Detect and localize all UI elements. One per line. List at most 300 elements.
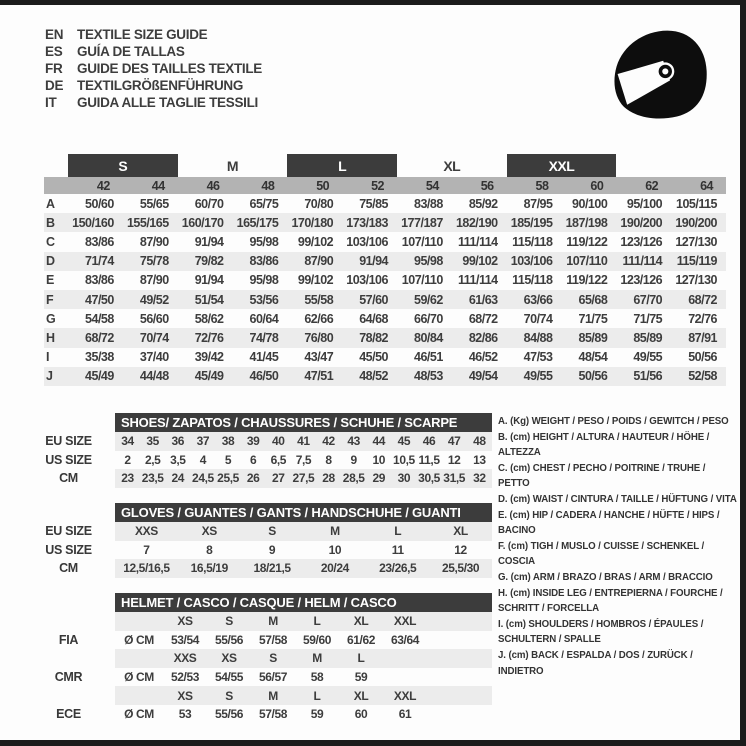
helmet-size-value: 59	[310, 707, 324, 722]
size-value-cell: 103/106	[346, 234, 388, 249]
measurement-row	[44, 194, 726, 213]
helmet-size-value: 53/54	[170, 632, 200, 647]
measurement-row	[44, 348, 726, 367]
helmet-stripe-filler	[427, 649, 492, 668]
size-value-cell: 67/70	[616, 290, 671, 309]
helmet-sizes-row	[22, 686, 492, 705]
size-value-cell: 111/114	[616, 252, 671, 271]
shoes-eu-cell: 47	[442, 432, 467, 451]
size-value-cell: 35/38	[85, 350, 114, 365]
eu-size-header-row	[44, 177, 726, 194]
size-value-cell: 87/90	[139, 234, 169, 249]
size-value-cell: 49/55	[633, 350, 663, 365]
size-value-cell: 107/110	[401, 273, 443, 288]
language-title-row	[45, 43, 262, 60]
helmet-unit-label: Ø CM	[124, 670, 154, 685]
size-value-cell: 68/72	[671, 290, 726, 309]
size-value-cell: 72/76	[178, 328, 233, 347]
legend-item: G. (cm) ARM / BRAZO / BRAS / ARM / BRACCIO	[498, 571, 713, 583]
helmet-size-header: L	[295, 612, 339, 631]
shoes-us-cell: 12	[447, 452, 461, 467]
racing-helmet-icon	[606, 20, 714, 126]
shoes-us-cell: 4	[199, 452, 207, 467]
shoes-cm-cell: 28	[316, 469, 341, 488]
size-value-cell: 45/49	[68, 367, 123, 386]
shoes-us-cell: 9	[350, 452, 357, 467]
gloves-eu-cell: M	[303, 522, 366, 541]
size-value-cell: 43/47	[304, 350, 334, 365]
size-value-cell: 127/130	[675, 234, 717, 249]
gloves-eu-row	[22, 522, 492, 541]
size-value-cell: 47/53	[523, 350, 553, 365]
shoes-cm-cell: 26	[241, 469, 266, 488]
gloves-eu-cell: XL	[429, 522, 492, 541]
size-value-cell: 37/40	[139, 350, 169, 365]
size-value-cell: 57/60	[342, 290, 397, 309]
size-value-cell: 95/98	[249, 234, 279, 249]
size-value-cell: 62/66	[304, 311, 334, 326]
helmet-section-title: HELMET / CASCO / CASQUE / HELM / CASCO	[115, 593, 492, 612]
size-group-s: S	[68, 154, 178, 177]
language-code: DE	[45, 78, 64, 93]
size-value-cell: 111/114	[458, 234, 498, 249]
size-value-cell: 71/75	[578, 311, 608, 326]
size-value-cell: 53/56	[232, 290, 287, 309]
shoes-cm-cell: 30	[391, 469, 416, 488]
helmet-size-header: XS	[163, 686, 207, 705]
measurement-key: F	[44, 290, 68, 309]
gloves-row-label: CM	[22, 559, 115, 578]
gloves-us-cell: 12	[454, 542, 467, 557]
shoes-header-row	[22, 413, 492, 432]
guide-title: TEXTILE SIZE GUIDE	[77, 27, 208, 42]
shoes-section	[22, 413, 492, 488]
size-group-header-row	[44, 154, 726, 177]
gloves-cm-cell: 23/26,5	[366, 559, 429, 578]
size-value-cell: 70/80	[304, 196, 334, 211]
helmet-unit-spacer	[115, 649, 163, 668]
shoes-us-cell: 3,5	[170, 452, 186, 467]
helmet-size-table	[22, 593, 492, 724]
size-value-cell: 165/175	[232, 213, 287, 232]
size-value-cell: 50/56	[688, 350, 717, 365]
size-value-cell: 65/75	[249, 196, 279, 211]
shoes-cm-cell: 32	[467, 469, 492, 488]
size-value-cell: 119/122	[566, 273, 608, 288]
size-value-cell: 99/102	[297, 273, 334, 288]
helmet-stripe-filler	[427, 686, 492, 705]
shoes-eu-cell: 44	[366, 432, 391, 451]
shoes-size-table	[22, 413, 492, 488]
eu-size-spacer	[44, 177, 68, 194]
size-value-cell: 58/62	[194, 311, 224, 326]
gloves-us-cell: 11	[391, 542, 404, 557]
legend-item: J. (cm) BACK / ESPALDA / DOS / ZURÜCK / INDIETRO	[498, 649, 693, 677]
size-value-cell: 54/58	[85, 311, 114, 326]
size-value-cell: 170/180	[287, 213, 342, 232]
shoes-eu-cell: 45	[391, 432, 416, 451]
language-title-row	[45, 77, 262, 94]
size-value-cell: 78/82	[342, 328, 397, 347]
legend-item: H. (cm) INSIDE LEG / ENTREPIERNA / FOURCHE / SCHRITT / FORCELLA	[498, 587, 723, 615]
guide-title: GUIDA ALLE TAGLIE TESSILI	[77, 95, 258, 110]
measurement-row	[44, 232, 726, 251]
size-value-cell: 190/200	[616, 213, 671, 232]
helmet-size-value: 54/55	[214, 670, 244, 685]
gloves-eu-cell: L	[366, 522, 429, 541]
size-value-cell: 72/76	[688, 311, 717, 326]
shoes-us-cell: 13	[473, 452, 486, 467]
size-value-cell: 47/51	[287, 367, 342, 386]
shoes-eu-cell: 35	[140, 432, 165, 451]
shoes-us-cell: 6,5	[270, 452, 287, 467]
gloves-section-title: GLOVES / GUANTES / GANTS / HANDSCHUHE / GUANTI	[115, 503, 492, 522]
top-border-bar	[0, 0, 746, 5]
size-value-cell: 87/95	[523, 196, 553, 211]
shoes-eu-cell: 36	[165, 432, 190, 451]
size-group-spacer	[616, 154, 671, 177]
shoes-us-cell: 10	[372, 452, 386, 467]
size-value-cell: 75/78	[123, 252, 178, 271]
helmet-size-header: S	[251, 649, 295, 668]
size-value-cell: 68/72	[468, 311, 498, 326]
helmet-row-filler	[427, 668, 492, 687]
size-value-cell: 48/53	[397, 367, 452, 386]
size-value-cell: 44/48	[123, 367, 178, 386]
shoes-eu-cell: 37	[190, 432, 215, 451]
size-value-cell: 182/190	[452, 213, 507, 232]
size-value-cell: 103/106	[346, 273, 388, 288]
helmet-sizes-label-spacer	[22, 612, 115, 631]
shoes-label-spacer	[22, 413, 115, 432]
size-value-cell: 59/62	[397, 290, 452, 309]
size-value-cell: 75/85	[359, 196, 388, 211]
gloves-us-row	[22, 541, 492, 560]
language-title-row	[45, 26, 262, 43]
helmet-size-header: M	[251, 612, 295, 631]
eu-size-header: 50	[287, 177, 342, 194]
size-value-cell: 83/86	[232, 252, 287, 271]
size-value-cell: 119/122	[566, 234, 608, 249]
legend-item: D. (cm) WAIST / CINTURA / TAILLE / HÜFTUNG / VITA	[498, 493, 737, 505]
size-value-cell: 51/56	[616, 367, 671, 386]
language-title-row	[45, 60, 262, 77]
size-value-cell: 185/195	[507, 213, 562, 232]
size-value-cell: 91/94	[342, 252, 397, 271]
size-group-xl: XL	[443, 157, 461, 174]
size-value-cell: 46/50	[232, 367, 287, 386]
shoes-eu-cell: 41	[291, 432, 316, 451]
shoes-us-cell: 6	[250, 452, 257, 467]
helmet-size-header: XS	[163, 612, 207, 631]
shoes-cm-cell: 23,5	[140, 469, 165, 488]
shoes-cm-cell: 24,5	[190, 469, 215, 488]
helmet-size-value: 56/57	[258, 670, 288, 685]
helmet-standard-row	[22, 705, 492, 724]
size-value-cell: 90/100	[572, 196, 608, 211]
size-value-cell: 85/89	[561, 328, 616, 347]
shoes-eu-row	[22, 432, 492, 451]
gloves-cm-cell: 12,5/16,5	[115, 559, 178, 578]
size-value-cell: 103/106	[507, 252, 562, 271]
shoes-us-cell: 7,5	[295, 452, 312, 467]
size-value-cell: 52/58	[671, 367, 726, 386]
shoes-cm-row	[22, 469, 492, 488]
multilingual-title-block	[45, 26, 262, 111]
shoes-cm-cell: 27,5	[291, 469, 316, 488]
size-value-cell: 115/119	[671, 252, 726, 271]
helmet-size-header: XXL	[383, 612, 427, 631]
shoes-cm-cell: 25,5	[216, 469, 241, 488]
size-value-cell: 187/198	[561, 213, 616, 232]
shoes-cm-cell: 31,5	[442, 469, 467, 488]
measurement-key: J	[44, 367, 68, 386]
size-group-xxl: XXL	[507, 154, 617, 177]
helmet-size-header: S	[207, 612, 251, 631]
measurement-row	[44, 290, 726, 309]
measurement-key: E	[46, 273, 54, 288]
helmet-sizes-row	[22, 612, 492, 631]
size-value-cell: 39/42	[194, 350, 224, 365]
helmet-size-value: 52/53	[170, 670, 200, 685]
size-value-cell: 50/56	[561, 367, 616, 386]
gloves-cm-cell: 18/21,5	[241, 559, 304, 578]
shoes-us-cell: 10,5	[393, 452, 415, 467]
helmet-standard-name: ECE	[22, 705, 115, 724]
helmet-size-value: 55/56	[214, 707, 244, 722]
helmet-size-header: XL	[339, 612, 383, 631]
size-value-cell: 87/90	[139, 273, 169, 288]
size-value-cell: 71/75	[633, 311, 663, 326]
helmet-size-value: 63/64	[390, 632, 420, 647]
measurement-row	[44, 367, 726, 386]
helmet-size-header: M	[295, 649, 339, 668]
shoes-eu-cell: 46	[417, 432, 442, 451]
gloves-us-cell: 8	[206, 542, 213, 557]
eu-size-header: 48	[232, 177, 287, 194]
helmet-size-value: 61/62	[346, 632, 376, 647]
gloves-section	[22, 503, 492, 578]
helmet-size-value: 53	[178, 707, 192, 722]
size-value-cell: 45/49	[178, 367, 233, 386]
size-value-cell: 55/58	[287, 290, 342, 309]
gloves-cm-row	[22, 559, 492, 578]
shoes-us-row	[22, 451, 492, 470]
size-value-cell: 91/94	[194, 273, 224, 288]
shoes-eu-cell: 48	[467, 432, 492, 451]
size-value-cell: 66/70	[414, 311, 443, 326]
helmet-size-value: 60	[354, 707, 368, 722]
helmet-row-filler	[427, 631, 492, 650]
measurement-key: B	[44, 213, 68, 232]
size-value-cell: 64/68	[359, 311, 388, 326]
size-value-cell: 63/66	[507, 290, 562, 309]
size-value-cell: 190/200	[671, 213, 726, 232]
shoes-us-cell: 2,5	[144, 452, 161, 467]
helmet-size-header	[383, 649, 427, 668]
shoes-eu-cell: 42	[316, 432, 341, 451]
measurement-legend	[498, 414, 738, 679]
shoes-row-label: US SIZE	[22, 451, 115, 470]
measurement-key: H	[44, 328, 68, 347]
size-value-cell: 83/86	[85, 273, 114, 288]
helmet-size-header: XXL	[383, 686, 427, 705]
size-value-cell: 95/98	[397, 252, 452, 271]
size-value-cell: 111/114	[458, 273, 498, 288]
size-value-cell: 56/60	[139, 311, 169, 326]
size-value-cell: 48/52	[342, 367, 397, 386]
size-value-cell: 60/70	[194, 196, 224, 211]
size-value-cell: 41/45	[249, 350, 279, 365]
size-value-cell: 99/102	[297, 234, 334, 249]
measurement-row	[44, 309, 726, 328]
language-title-row	[45, 94, 262, 111]
helmet-sizes-row	[22, 649, 492, 668]
gloves-eu-cell: XS	[178, 522, 241, 541]
helmet-size-value: 55/56	[214, 632, 244, 647]
size-value-cell: 107/110	[401, 234, 443, 249]
gloves-cm-cell: 16,5/19	[178, 559, 241, 578]
size-group-spacer	[44, 154, 68, 177]
size-value-cell: 45/50	[359, 350, 388, 365]
shoes-eu-cell: 38	[216, 432, 241, 451]
gloves-row-label: EU SIZE	[22, 522, 115, 541]
size-value-cell: 115/118	[512, 234, 553, 249]
helmet-size-header: XS	[207, 649, 251, 668]
gloves-eu-cell: S	[241, 522, 304, 541]
helmet-stripe-filler	[427, 612, 492, 631]
eu-size-header: 58	[507, 177, 562, 194]
eu-size-header: 62	[616, 177, 671, 194]
shoes-section-title: SHOES/ ZAPATOS / CHAUSSURES / SCHUHE / SCARPE	[115, 413, 492, 432]
size-value-cell: 177/187	[397, 213, 452, 232]
helmet-unit-spacer	[115, 612, 163, 631]
size-value-cell: 83/88	[414, 196, 443, 211]
size-value-cell: 160/170	[178, 213, 233, 232]
shoes-eu-cell: 34	[115, 432, 140, 451]
shoes-cm-cell: 23	[115, 469, 140, 488]
size-value-cell: 115/118	[512, 273, 553, 288]
shoes-cm-cell: 27	[266, 469, 291, 488]
helmet-unit-label: Ø CM	[124, 707, 154, 722]
gloves-label-spacer	[22, 503, 115, 522]
size-value-cell: 49/52	[123, 290, 178, 309]
helmet-size-value	[383, 668, 427, 687]
shoes-eu-cell: 43	[341, 432, 366, 451]
size-value-cell: 49/55	[507, 367, 562, 386]
size-value-cell: 61/63	[452, 290, 507, 309]
legend-item: C. (cm) CHEST / PECHO / POITRINE / TRUHE / PETTO	[498, 462, 706, 490]
size-value-cell: 99/102	[452, 252, 507, 271]
helmet-standard-row	[22, 668, 492, 687]
shoes-cm-cell: 24	[165, 469, 190, 488]
eu-size-header: 46	[178, 177, 233, 194]
size-value-cell: 70/74	[523, 311, 553, 326]
shoes-cm-cell: 29	[366, 469, 391, 488]
size-group-m: M	[226, 157, 239, 174]
size-value-cell: 47/50	[68, 290, 123, 309]
gloves-size-table	[22, 503, 492, 578]
eu-size-header: 42	[68, 177, 123, 194]
measurement-key: G	[46, 311, 56, 326]
guide-title: GUÍA DE TALLAS	[77, 44, 185, 59]
textile-size-table	[44, 154, 726, 386]
helmet-standard-row	[22, 631, 492, 650]
size-value-cell: 85/92	[468, 196, 498, 211]
legend-item: I. (cm) SHOULDERS / HOMBROS / ÉPAULES / SCHULTERN / SPALLE	[498, 618, 704, 646]
gloves-us-cell: 9	[268, 542, 276, 557]
size-value-cell: 60/64	[249, 311, 279, 326]
size-value-cell: 76/80	[287, 328, 342, 347]
size-value-cell: 83/86	[85, 234, 114, 249]
guide-title: GUIDE DES TAILLES TEXTILE	[77, 61, 263, 76]
size-value-cell: 91/94	[194, 234, 224, 249]
size-value-cell: 155/165	[123, 213, 178, 232]
shoes-cm-cell: 30,5	[417, 469, 442, 488]
measurement-key: I	[46, 350, 49, 365]
eu-size-header: 56	[452, 177, 507, 194]
size-value-cell: 49/54	[452, 367, 507, 386]
language-code: FR	[45, 61, 63, 76]
shoes-us-cell: 8	[325, 452, 332, 467]
size-value-cell: 70/74	[123, 328, 178, 347]
gloves-cm-cell: 20/24	[303, 559, 366, 578]
helmet-row-filler	[427, 705, 492, 724]
size-value-cell: 46/51	[414, 350, 443, 365]
shoes-eu-cell: 40	[266, 432, 291, 451]
size-value-cell: 51/54	[178, 290, 233, 309]
helmet-sizes-label-spacer	[22, 686, 115, 705]
helmet-label-spacer	[22, 593, 115, 612]
measurement-key: C	[46, 234, 55, 249]
gloves-header-row	[22, 503, 492, 522]
measurement-row	[44, 252, 726, 271]
size-value-cell: 68/72	[68, 328, 123, 347]
helmet-unit-spacer	[115, 686, 163, 705]
measurement-key: D	[44, 252, 68, 271]
shoes-eu-cell: 39	[241, 432, 266, 451]
size-group-l: L	[287, 154, 397, 177]
helmet-sizes-label-spacer	[22, 649, 115, 668]
eu-size-header: 60	[561, 177, 616, 194]
size-value-cell: 46/52	[468, 350, 498, 365]
eu-size-header: 52	[342, 177, 397, 194]
shoes-row-label: EU SIZE	[22, 432, 115, 451]
helmet-size-value: 61	[398, 707, 412, 722]
helmet-size-value: 59	[354, 670, 368, 685]
size-value-cell: 150/160	[68, 213, 123, 232]
helmet-size-header: L	[295, 686, 339, 705]
language-code: IT	[45, 95, 57, 110]
shoes-cm-cell: 28,5	[341, 469, 366, 488]
legend-item: A. (Kg) WEIGHT / PESO / POIDS / GEWITCH / PESO	[498, 416, 729, 427]
size-value-cell: 82/86	[452, 328, 507, 347]
gloves-cm-cell: 25,5/30	[429, 559, 492, 578]
size-value-cell: 123/126	[620, 234, 663, 249]
size-value-cell: 123/126	[620, 273, 663, 288]
helmet-size-header: XXS	[163, 649, 207, 668]
helmet-size-header: M	[251, 686, 295, 705]
helmet-section	[22, 593, 492, 724]
helmet-size-value: 57/58	[258, 707, 288, 722]
size-value-cell: 127/130	[675, 273, 717, 288]
gloves-us-cell: 10	[328, 542, 342, 557]
size-value-cell: 105/115	[676, 196, 717, 211]
legend-item: F. (cm) TIGH / MUSLO / CUISSE / SCHENKEL / COSCIA	[498, 540, 705, 568]
helmet-size-value: 58	[310, 670, 324, 685]
helmet-unit-label: Ø CM	[124, 632, 154, 647]
right-border-bar	[740, 0, 746, 746]
